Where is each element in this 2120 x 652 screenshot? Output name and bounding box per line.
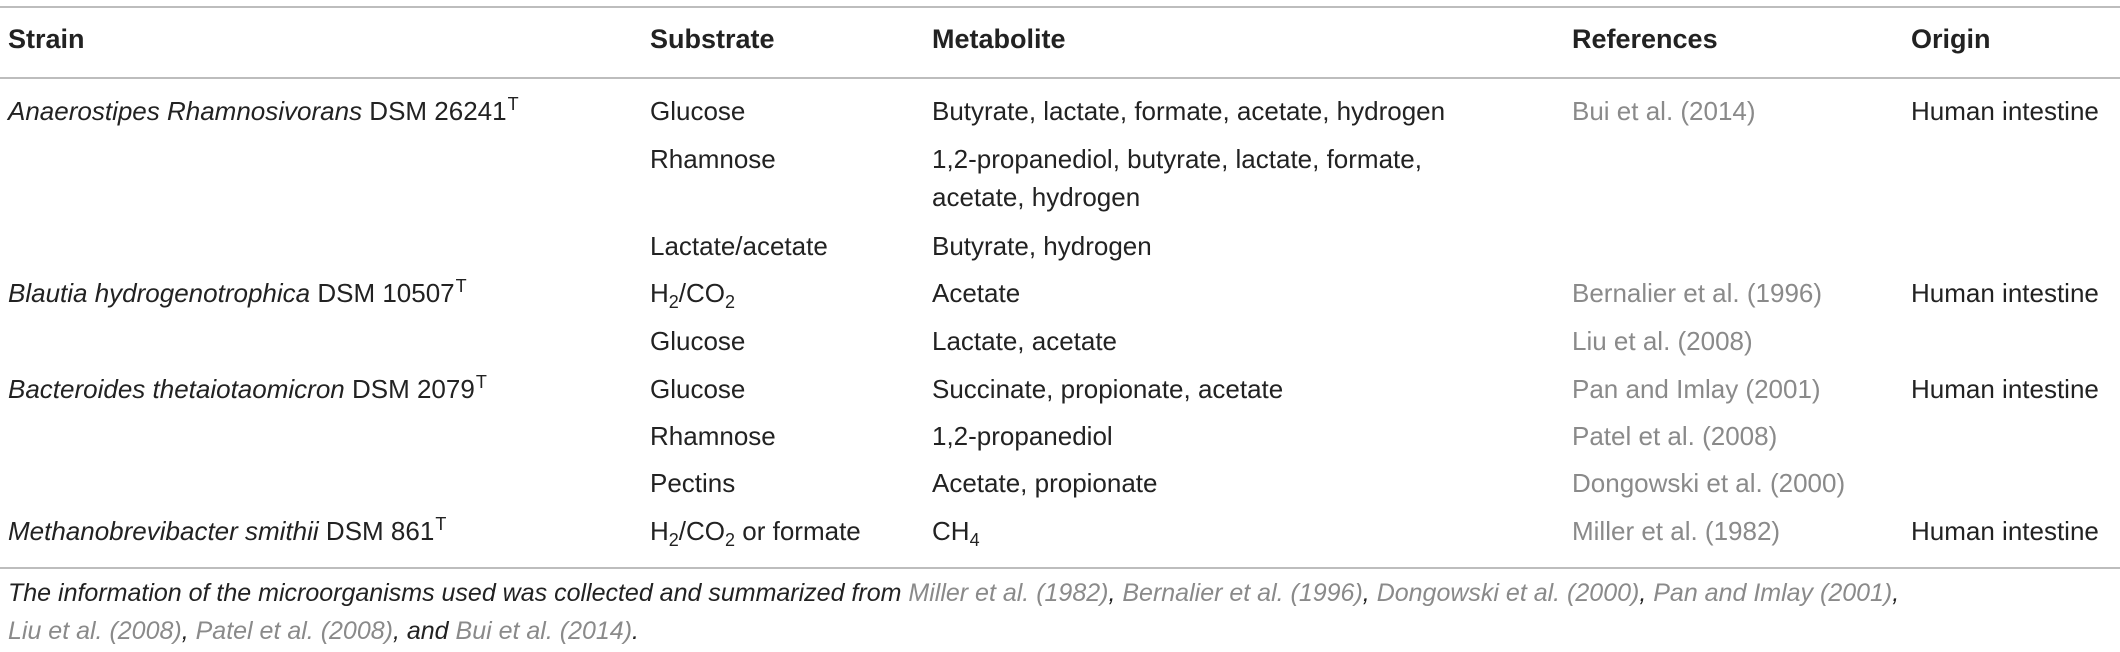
metabolite-cell: [932, 512, 980, 550]
formula-subscript: 2: [725, 292, 736, 313]
footnote-text: , and: [392, 617, 456, 645]
reference-link[interactable]: Liu et al. (2008): [1572, 326, 1753, 356]
metabolite-cell-line1: 1,2-propanediol, butyrate, lactate, formate,: [932, 144, 1422, 174]
header-strain: Strain: [8, 24, 85, 54]
strain-collection-id: DSM 2079: [344, 374, 475, 404]
type-strain-mark: T: [475, 372, 487, 393]
table-header-rule: [0, 77, 2120, 79]
formula-subscript: 2: [668, 292, 679, 313]
reference-link[interactable]: Miller et al. (1982): [1572, 516, 1781, 546]
origin-cell: Human intestine: [1911, 374, 2099, 404]
strain-collection-id: DSM 10507: [310, 278, 455, 308]
footnote-reference-link[interactable]: Liu et al. (2008): [8, 617, 182, 645]
table-footnote: [8, 574, 2108, 650]
strain-name: Methanobrevibacter smithii: [8, 516, 319, 546]
origin-cell: Human intestine: [1911, 96, 2099, 126]
metabolite-cell: 1,2-propanediol: [932, 421, 1113, 451]
strain-name: Anaerostipes Rhamnosivorans: [8, 96, 363, 126]
metabolite-cell: Lactate, acetate: [932, 326, 1118, 356]
footnote-text: ,: [181, 617, 196, 645]
footnote-text: ,: [1892, 579, 1900, 607]
reference-link[interactable]: Pan and Imlay (2001): [1572, 374, 1821, 404]
reference-link[interactable]: Bernalier et al. (1996): [1572, 278, 1823, 308]
footnote-text: .: [632, 617, 639, 645]
formula-part: H: [650, 278, 669, 308]
strain-cell: [8, 370, 487, 408]
strain-cell: [8, 274, 467, 312]
footnote-reference-link[interactable]: Pan and Imlay (2001): [1653, 579, 1893, 607]
substrate-cell: Rhamnose: [650, 421, 776, 451]
formula-subscript: 4: [969, 530, 980, 551]
metabolite-cell: Butyrate, lactate, formate, acetate, hydrogen: [932, 96, 1446, 126]
type-strain-mark: T: [435, 514, 447, 535]
substrate-cell: [650, 274, 735, 312]
substrate-cell: Glucose: [650, 374, 746, 404]
table-header-row: [0, 24, 2120, 64]
footnote-reference-link[interactable]: Bernalier et al. (1996): [1122, 579, 1363, 607]
formula-subscript: 2: [668, 530, 679, 551]
strain-collection-id: DSM 861: [318, 516, 435, 546]
footnote-text: ,: [1362, 579, 1377, 607]
formula-part: CH: [932, 516, 970, 546]
footnote-text: ,: [1108, 579, 1123, 607]
type-strain-mark: T: [455, 276, 467, 297]
strain-cell: [8, 512, 446, 550]
formula-part: /CO: [678, 516, 726, 546]
table-top-rule: [0, 6, 2120, 8]
footnote-reference-link[interactable]: Dongowski et al. (2000): [1376, 579, 1640, 607]
header-substrate: Substrate: [650, 24, 775, 54]
header-origin: Origin: [1911, 24, 1991, 54]
strain-collection-id: DSM 26241: [362, 96, 507, 126]
formula-subscript: 2: [725, 530, 736, 551]
table-bottom-rule: [0, 567, 2120, 569]
origin-cell: Human intestine: [1911, 278, 2099, 308]
strain-name: Bacteroides thetaiotaomicron: [8, 374, 345, 404]
header-metabolite: Metabolite: [932, 24, 1066, 54]
substrate-cell: [650, 512, 861, 550]
formula-part: H: [650, 516, 669, 546]
reference-link[interactable]: Bui et al. (2014): [1572, 96, 1756, 126]
strain-name: Blautia hydrogenotrophica: [8, 278, 311, 308]
substrate-cell: Rhamnose: [650, 144, 776, 174]
reference-link[interactable]: Patel et al. (2008): [1572, 421, 1778, 451]
footnote-reference-link[interactable]: Patel et al. (2008): [195, 617, 393, 645]
substrate-cell: Glucose: [650, 326, 746, 356]
substrate-cell: Glucose: [650, 96, 746, 126]
substrate-cell: Lactate/acetate: [650, 231, 828, 261]
footnote-text: ,: [1639, 579, 1654, 607]
formula-part: /CO: [678, 278, 726, 308]
metabolite-cell: Succinate, propionate, acetate: [932, 374, 1284, 404]
reference-link[interactable]: Dongowski et al. (2000): [1572, 468, 1846, 498]
metabolite-cell: Acetate: [932, 278, 1021, 308]
metabolite-cell-line2: acetate, hydrogen: [932, 182, 1141, 212]
metabolite-cell: Butyrate, hydrogen: [932, 231, 1152, 261]
footnote-reference-link[interactable]: Bui et al. (2014): [455, 617, 633, 645]
header-references: References: [1572, 24, 1718, 54]
metabolite-cell: Acetate, propionate: [932, 468, 1158, 498]
substrate-cell: Pectins: [650, 468, 736, 498]
origin-cell: Human intestine: [1911, 516, 2099, 546]
footnote-text: The information of the microorganisms used was collected and summarized from: [8, 579, 909, 607]
formula-part: or formate: [735, 516, 861, 546]
type-strain-mark: T: [507, 94, 519, 115]
footnote-reference-link[interactable]: Miller et al. (1982): [908, 579, 1109, 607]
strain-cell: [8, 92, 519, 130]
